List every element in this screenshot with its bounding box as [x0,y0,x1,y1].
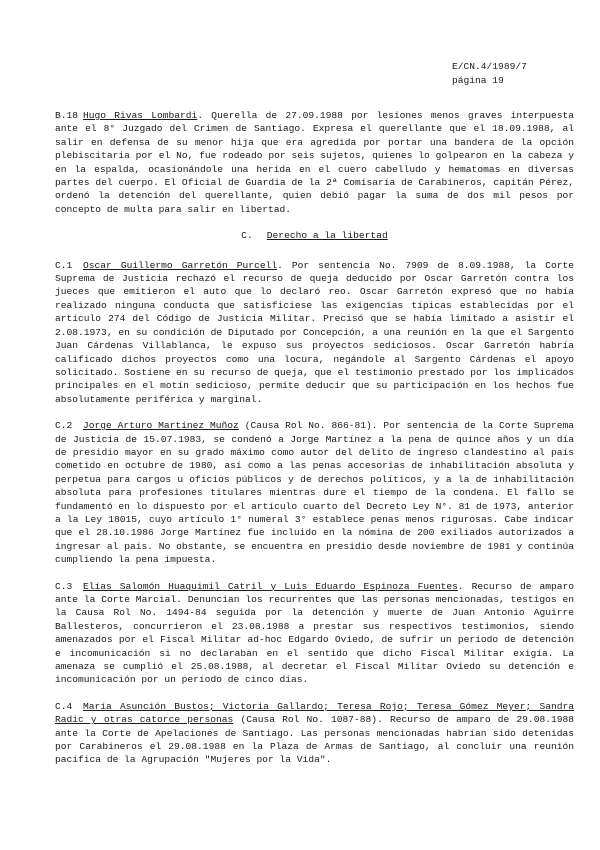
entry-text: (Causa Rol No. 866-81). Por sentencia de la Corte Suprema de Justicia de 15.07.1983, se condenó a Jorge Martínez a la pena de quince años y un día de presidio mayor en su grado máximo como autor del delito de ingreso clandestino al país cometido en octubre de 1980, así como a las penas accesorias de inhabilitación absoluta y perpetua para cargos u oficios públicos y de derechos políticos, y a la de inhabilitación absoluta para profesiones titulares mientras dure el tiempo de la condena. El fallo se fundamentó en lo dispuesto por el artículo cuarto del Decreto Ley N°. 81 de 1973, anterior a la Ley 18015, cuyo artículo 1° numeral 3° establece penas menos rigurosas. Cabe indicar que el 28.10.1986 Jorge Martínez fue incluido en la nómina de 200 exiliados autorizados a ingresar al país. No obstante, se encuentra en presidio desde noviembre de 1981 y continúa cumpliendo la pena impuesta. [55,420,574,566]
entry-number: B.18 [55,110,79,121]
entry-text: . Recurso de amparo ante la Corte Marcial. Denuncian los recurrentes que las personas mencionadas, testigos en la Causa Rol No. 1494-84 seguida por la detención y muerte de Juan Antonio Aguirre Ballesteros, concurrieron el 23.08.1988 a prestar sus respectivos testimonios, siendo amenazados por el Fiscal Militar ad-hoc Edgardo Oviedo, de sufrir un período de detención e incomunicación si no declaraban en el sentido que dicho Fiscal Militar exigía. La amenaza se cumplió el 25.08.1988, al decretar el Fiscal Militar Oviedo su detención e incomunicación por un período de cinco días. [55,580,575,686]
entry-c3 [55,580,574,687]
document-header [452,60,527,88]
entry-c2 [55,419,574,566]
section-title: Derecho a la libertad [266,230,388,242]
entry-name: Oscar Guillermo Garretón Purcell [83,259,278,271]
entry-text: (Causa Rol No. 1087-88). Recurso de amparo de 29.08.1988 ante la Corte de Apelaciones de Santiago. Las personas mencionadas habrían sido detenidas por Carabineros el 29.08.1988 en la Plaza de Armas de Santiago, al concluir una reunión pacífica de la Agrupación "Mujeres por la Vida". [55,714,574,766]
entry-name: María Asunción Bustos; Victoria Gallardo; Teresa Rojo; Teresa Gómez Meyer; Sandra Radic y otras catorce personas [55,700,574,726]
entry-text: . Por sentencia No. 7909 de 8.09.1988, la Corte Suprema de Justicia rechazó el recurso de queja deducido por Oscar Garretón contra los jueces que emitieron el auto que lo declaró reo. Oscar Garretón expresó que no había realizado ninguna conducta que satisficiese las exigencias típicas establecidas por el artículo 274 del Código de Justicia Militar. Precisó que se había limitado a asistir el 2.08.1973, en su condición de Diputado por Concepción, a una reunión en la que el Sargento Juan Cárdenas Villablanca, le expuso sus proyectos sediciosos. Oscar Garretón habría calificado dichos proyectos como una locura, negándole al Sargento Cárdenas el apoyo solicitado. Sostiene en su recurso de queja, que el testimonio prestado por los implicados principales en el motín sedicioso, permite deducir que su participación en los hechos fue absolutamente periférica y marginal. [55,259,575,405]
entry-number: C.3 [55,580,73,592]
entry-name: Jorge Arturo Martínez Muñoz [83,420,239,432]
document-body [55,109,574,780]
entry-b18 [55,109,574,216]
entry-name: Elías Salomón Huaquimil Catril y Luis Eduardo Espinoza Fuentes [83,580,458,592]
page-number: página 19 [452,75,504,86]
entry-text: . Querella de 27.09.1988 por lesiones menos graves interpuesta ante el 8° Juzgado del Crimen de Santiago. Expresa el querellante que el 18.09.1988, al salir en defensa de su menor hija que era agredida por portar una bandera de la opción plebiscitaria por el No, fue rodeado por seis sujetos, quienes lo golpearon en la cabeza y en la espalda, ocasionándole una herida en el cuero cabelludo y hematomas en diversas partes del cuerpo. El Oficial de Guardia de la 2ª Comisaría de Carabineros, capitán Pérez, ordenó la detención del querellante, quien debió pagar la suma de dos mil pesos por concepto de multa para salir en libertad. [55,110,574,215]
entry-c4 [55,700,574,767]
entry-number: C.4 [55,700,73,712]
entry-c1 [55,259,574,406]
entry-name: Hugo Rivas Lombardi [83,110,198,121]
document-symbol: E/CN.4/1989/7 [452,61,527,72]
entry-number: C.1 [55,259,73,271]
section-letter: C. [241,230,253,242]
section-heading [55,229,574,242]
entry-number: C.2 [55,420,73,432]
